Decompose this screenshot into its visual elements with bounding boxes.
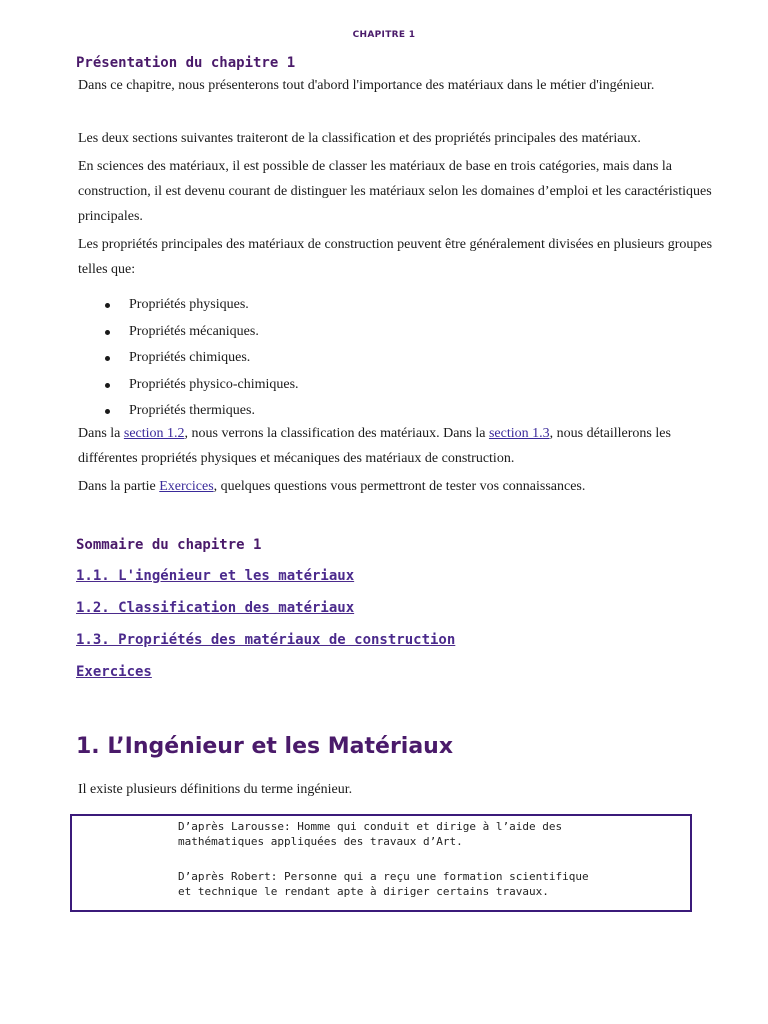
intro-paragraph-4: Les propriétés principales des matériaux de construction peuvent être généralement divisées en plusieurs groupes telles que: xyxy=(78,237,713,277)
definition-larousse: D’après Larousse: Homme qui conduit et dirige à l’aide des mathématiques appliquées des travaux d’Art. xyxy=(178,820,563,848)
list-item: Propriétés physico-chimiques. xyxy=(100,372,299,399)
intro-paragraph-6: Dans la partie Exercices, quelques questions vous permettront de tester vos connaissances. xyxy=(78,479,586,494)
definition-robert: D’après Robert: Personne qui a reçu une formation scientifique et technique le rendant apte à diriger certains travaux. xyxy=(178,870,589,898)
summary-link-1-3[interactable]: 1.3. Propriétés des matériaux de construction xyxy=(76,632,456,648)
intro-paragraph-3: En sciences des matériaux, il est possible de classer les matériaux de base en trois catégories, mais dans la construction, il est devenu courant de distinguer les matériaux selon les domaines d’emploi et les caractéristiques principales. xyxy=(78,159,712,224)
summary-link-1-1[interactable]: 1.1. L'ingénieur et les matériaux xyxy=(76,568,355,584)
bullet-icon xyxy=(105,383,110,388)
section-1-intro: Il existe plusieurs définitions du terme ingénieur. xyxy=(78,782,353,797)
summary-title: Sommaire du chapitre 1 xyxy=(76,537,262,553)
bullet-icon xyxy=(105,330,110,335)
list-item: Propriétés chimiques. xyxy=(100,345,299,372)
list-item: Propriétés physiques. xyxy=(100,292,299,319)
section-1-3-link[interactable]: section 1.3 xyxy=(488,426,550,441)
list-item: Propriétés thermiques. xyxy=(100,398,299,425)
section-1-2-link[interactable]: section 1.2 xyxy=(123,426,185,441)
section-1-title: 1. L’Ingénieur et les Matériaux xyxy=(76,734,454,759)
bullet-icon xyxy=(105,409,110,414)
exercises-inline-link[interactable]: Exercices xyxy=(159,479,214,494)
definitions-box xyxy=(70,814,692,912)
properties-list xyxy=(100,292,299,425)
list-item: Propriétés mécaniques. xyxy=(100,319,299,346)
intro-paragraph-1: Dans ce chapitre, nous présenterons tout d'abord l'importance des matériaux dans le métier d'ingénieur. xyxy=(78,78,655,93)
chapter-label: CHAPITRE 1 xyxy=(352,30,416,40)
intro-paragraph-2: Les deux sections suivantes traiteront de la classification et des propriétés principales des matériaux. xyxy=(78,131,641,146)
bullet-icon xyxy=(105,303,110,308)
intro-title: Présentation du chapitre 1 xyxy=(76,55,296,71)
summary-link-exercises[interactable]: Exercices xyxy=(76,664,152,680)
bullet-icon xyxy=(105,356,110,361)
summary-link-1-2[interactable]: 1.2. Classification des matériaux xyxy=(76,600,355,616)
intro-paragraph-5: Dans la section 1.2, nous verrons la classification des matériaux. Dans la section 1.3, nous détaillerons les différentes propriétés physiques et mécaniques des matériaux de construction. xyxy=(78,426,671,466)
